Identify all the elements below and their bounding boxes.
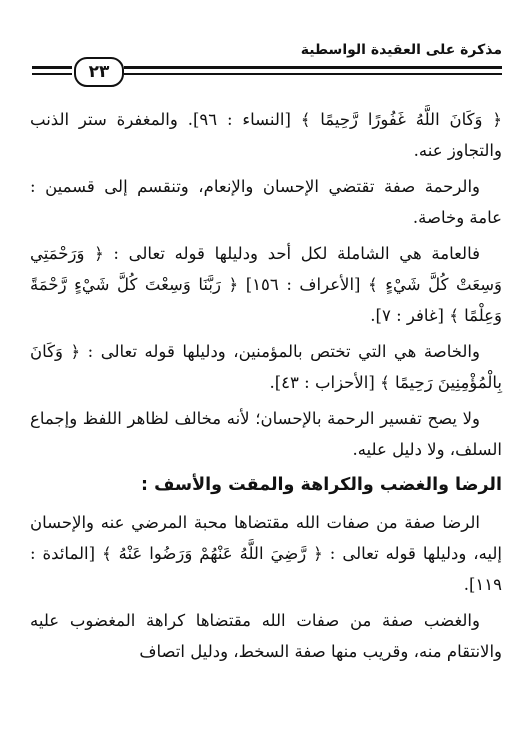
verse-reference: [الأحزاب : ٤٣]. <box>269 373 381 392</box>
paragraph-text: والرحمة صفة تقتضي الإحسان والإنعام، وتنقسم إلى قسمين : عامة وخاصة. <box>30 177 502 227</box>
paragraph-text: الرضا صفة من صفات الله مقتضاها محبة المرضي عنه والإحسان إليه، ودليلها قوله تعالى : <box>30 513 503 563</box>
quran-verse: ﴿ وَرَحْمَتِي وَسِعَتْ كُلَّ شَيْءٍ ﴾ <box>30 244 503 294</box>
paragraph-text: والمغفرة ستر الذنب والتجاوز عنه. <box>30 110 502 160</box>
verse-reference: [الأعراف : ١٥٦] <box>238 275 369 294</box>
section-heading: الرضا والغضب والكراهة والمقت والأسف : <box>140 475 502 495</box>
page-header <box>32 42 502 86</box>
verse-reference: [المائدة : ١١٩]. <box>30 544 502 594</box>
quran-verse: ﴿ وَكَانَ بِالْمُؤْمِنِينَ رَحِيمًا ﴾ <box>30 342 502 392</box>
verse-reference: [النساء : ٩٦]. <box>177 110 301 129</box>
paragraph-specific-mercy <box>30 336 502 398</box>
paragraph-text: ولا يصح تفسير الرحمة بالإحسان؛ لأنه مخالف لظاهر اللفظ وإجماع السلف، ولا دليل عليه. <box>30 409 502 459</box>
quran-verse: ﴿ رَّضِيَ اللَّهُ عَنْهُمْ وَرَضُوا عَنْهُ ﴾ <box>101 544 323 563</box>
paragraph-forgiveness <box>30 104 502 166</box>
verse-reference: [غافر : ٧]. <box>370 306 450 325</box>
paragraph-mercy <box>30 171 502 233</box>
header-rule-thin <box>124 73 502 75</box>
page-number: ٢٣ <box>74 57 124 87</box>
header-rule-left-thin <box>32 73 72 75</box>
page-body <box>30 104 502 672</box>
quran-verse: ﴿ وَكَانَ اللَّهُ غَفُورًا رَّحِيمًا ﴾ <box>300 110 502 129</box>
paragraph-general-mercy <box>30 238 502 331</box>
paragraph-text: والغضب صفة من صفات الله مقتضاها كراهة المغضوب عليه والانتقام منه، وقريب منها صفة السخط، ودليل اتصاف <box>30 611 502 661</box>
header-rule-left <box>32 66 72 69</box>
paragraph-text: والخاصة هي التي تختص بالمؤمنين، ودليلها قوله تعالى : <box>80 342 480 361</box>
header-rule <box>124 66 502 69</box>
paragraph-interpretation <box>30 403 502 465</box>
paragraph-pleasure <box>30 507 502 600</box>
paragraph-text: فالعامة هي الشاملة لكل أحد ودليلها قوله تعالى : <box>103 244 480 263</box>
book-title: مذكرة على العقيدة الواسطية <box>300 42 502 58</box>
paragraph-anger <box>30 605 502 667</box>
quran-verse: ﴿ رَبَّنَا وَسِعْتَ كُلَّ شَيْءٍ رَّحْمَةً وَعِلْمًا ﴾ <box>30 275 502 325</box>
